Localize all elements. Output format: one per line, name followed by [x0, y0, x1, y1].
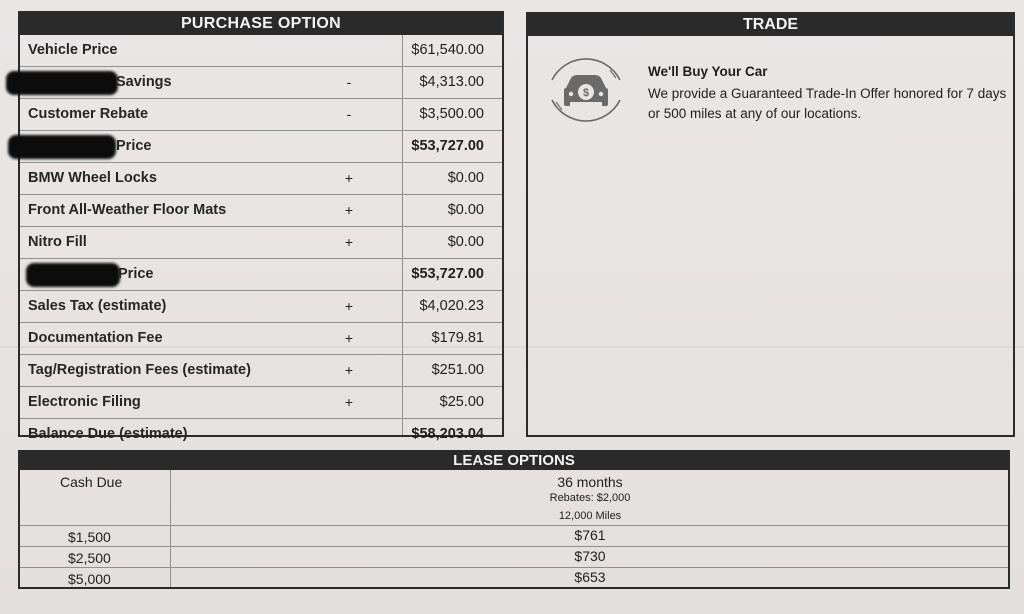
row-label: Tag/Registration Fees (estimate) — [28, 362, 251, 378]
row-label: Nitro Fill — [28, 234, 87, 250]
lease-term: 36 months — [557, 474, 623, 490]
row-value: $58,203.04 — [411, 426, 484, 442]
row-value: $53,727.00 — [411, 266, 484, 282]
row-sign: + — [344, 170, 354, 186]
row-sign: + — [344, 234, 354, 250]
monthly-payment: $730 — [574, 548, 606, 564]
row-value: $251.00 — [431, 362, 484, 378]
trade-header: TRADE — [528, 14, 1013, 36]
car-dollar-icon — [540, 44, 632, 136]
row-sign: - — [346, 106, 352, 122]
row-value: $53,727.00 — [411, 138, 484, 154]
purchase-row — [20, 99, 502, 131]
lease-row-divider — [20, 546, 1008, 547]
monthly-payment: $653 — [574, 569, 606, 585]
row-label: Front All-Weather Floor Mats — [28, 202, 227, 218]
row-sign: + — [344, 202, 354, 218]
cash-due-value: $5,000 — [68, 571, 111, 587]
lease-row-divider — [20, 567, 1008, 568]
purchase-option-header: PURCHASE OPTION — [20, 13, 502, 35]
purchase-row — [20, 67, 502, 99]
cash-due-header: Cash Due — [60, 474, 123, 490]
row-label: Electronic Filing — [28, 394, 141, 410]
row-value: $3,500.00 — [419, 106, 484, 122]
row-value: $179.81 — [431, 330, 484, 346]
cash-due-value: $2,500 — [68, 550, 111, 566]
row-value: $4,313.00 — [419, 74, 484, 90]
row-sign: + — [344, 362, 354, 378]
row-value: $25.00 — [439, 394, 484, 410]
monthly-payment: $761 — [574, 527, 606, 543]
row-value: $0.00 — [447, 202, 484, 218]
purchase-row — [20, 355, 502, 387]
row-sign: + — [344, 394, 354, 410]
row-label: Documentation Fee — [28, 330, 163, 346]
trade-description: We provide a Guaranteed Trade-In Offer honored for 7 days or 500 miles at any of our locations. — [648, 86, 1007, 121]
purchase-row — [20, 163, 502, 195]
trade-panel — [526, 12, 1015, 437]
row-label: Savings — [116, 74, 172, 90]
row-label: Vehicle Price — [28, 42, 118, 58]
purchase-row — [20, 195, 502, 227]
lease-row-divider — [20, 525, 1008, 526]
row-label: Sales Tax (estimate) — [28, 298, 167, 314]
row-label: Balance Due (estimate) — [28, 426, 188, 442]
purchase-row — [20, 323, 502, 355]
redaction-mark — [8, 135, 116, 159]
row-value: $61,540.00 — [411, 42, 484, 58]
purchase-row — [20, 259, 502, 291]
row-value: $4,020.23 — [419, 298, 484, 314]
purchase-row-total — [20, 419, 502, 450]
row-value: $0.00 — [447, 234, 484, 250]
purchase-row — [20, 291, 502, 323]
row-value: $0.00 — [447, 170, 484, 186]
redaction-mark — [26, 263, 120, 287]
trade-heading: We'll Buy Your Car — [648, 64, 768, 79]
row-sign: + — [344, 298, 354, 314]
lease-rebates: Rebates: $2,000 — [549, 492, 631, 504]
svg-text:$: $ — [582, 87, 590, 99]
lease-options-panel — [18, 450, 1010, 589]
row-sign: + — [344, 330, 354, 346]
row-label: Price — [116, 138, 152, 154]
purchase-row — [20, 387, 502, 419]
row-label: BMW Wheel Locks — [28, 170, 157, 186]
row-sign: - — [346, 74, 352, 90]
purchase-row — [20, 131, 502, 163]
lease-options-header: LEASE OPTIONS — [20, 452, 1008, 470]
redaction-mark — [6, 71, 118, 95]
purchase-option-panel — [18, 11, 504, 442]
row-label: Price — [118, 266, 154, 282]
row-label: Customer Rebate — [28, 106, 149, 122]
cash-due-value: $1,500 — [68, 529, 111, 545]
lease-miles: 12,000 Miles — [558, 510, 622, 522]
purchase-row — [20, 35, 502, 67]
purchase-row — [20, 227, 502, 259]
